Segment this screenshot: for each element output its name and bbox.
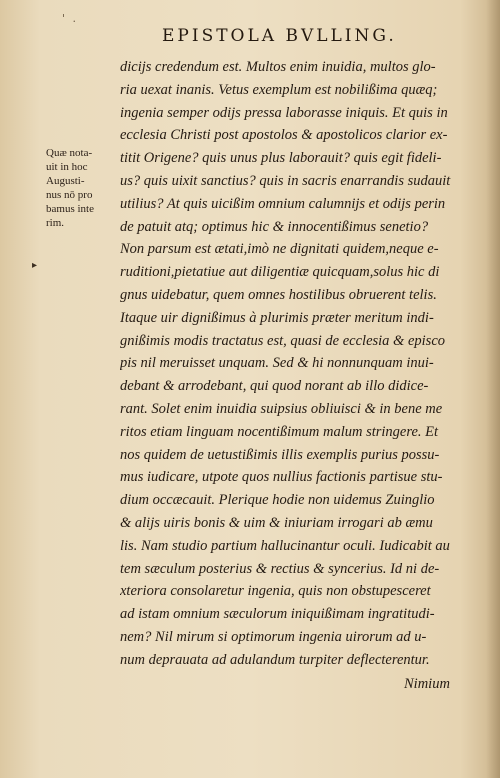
text-line: nos quidem de uetustißimis illis exemplis purius possu- <box>120 446 440 463</box>
text-line: dium occæcauit. Plerique hodie non uidemus Zuinglio <box>120 492 435 509</box>
text-line: utilius? At quis uicißim omnium calumnijs et odijs perin <box>120 195 446 212</box>
marginal-note-line: uit in hoc <box>46 161 88 173</box>
text-line: pis nil meruisset unquam. Sed & hi nonnunquam inui- <box>120 355 434 372</box>
margin-mark-icon: ▸ <box>32 260 38 271</box>
text-line: dicijs credendum est. Multos enim inuidia, multos glo- <box>120 59 436 75</box>
text-line: ecclesia Christi post apostolos & apostolicos clarior ex- <box>120 127 448 144</box>
text-line: Non parsum est ætati,imò ne dignitati quidem,neque e- <box>120 241 439 258</box>
marginal-note-line: nus nō pro <box>46 189 93 201</box>
text-line: Itaque uir dignißimus à plurimis præter meritum indi- <box>120 309 434 326</box>
marginal-note-line: Augusti- <box>46 175 85 187</box>
text-line: rant. Solet enim inuidia suipsius obliuisci & in bene me <box>120 400 443 417</box>
text-line: ingenia semper odijs pressa laborasse iniquis. Et quis in <box>120 104 448 121</box>
marginal-note-line: bamus inte <box>46 203 94 215</box>
marginal-note-line: rim. <box>46 217 65 229</box>
marginal-note-line: Quæ nota- <box>46 147 93 159</box>
marginal-note <box>46 146 114 230</box>
text-line: ritos etiam linguam nocentißimum malum stringere. Et <box>120 423 439 440</box>
body-text <box>120 56 472 672</box>
text-line: debant & arrodebant, qui quod norant ab illo didice- <box>120 378 429 395</box>
page-edge-shadow <box>486 0 500 778</box>
text-line: us? quis uixit sanctius? quis in sacris enarrandis sudauit <box>120 172 451 189</box>
text-line: mus iudicare, utpote quos nullius factionis partisue stu- <box>120 469 443 486</box>
text-line: lis. Nam studio partium hallucinantur oculi. Iudicabit au <box>120 537 450 554</box>
text-line: & alijs uiris bonis & uim & iniuriam irrogari ab æmu <box>120 514 433 531</box>
text-line: ria uexat inanis. Vetus exemplum est nobilißima quæq; <box>120 81 438 98</box>
text-line: nem? Nil mirum si optimorum ingenia uirorum ad u- <box>120 628 427 645</box>
text-line: num deprauata ad adulandum turpiter deflecterentur. <box>120 651 430 668</box>
text-line: tem sæculum posterius & rectius & syncerius. Id ni de- <box>120 560 440 577</box>
text-line: ad istam omnium sæculorum iniquißimam ingratitudi- <box>120 606 435 623</box>
text-line: xteriora consolaretur ingenia, quis non obstupesceret <box>120 583 431 600</box>
text-line: de patuit atq; optimus hic & innocentißimus senetio? <box>120 218 429 235</box>
text-line: gnißimis modis tractatus est, quasi de ecclesia & episco <box>120 332 446 349</box>
page-mark: ' . <box>62 12 79 25</box>
text-line: titit Origene? quis unus plus laborauit? quis egit fideli- <box>120 150 442 167</box>
catchword: Nimium <box>404 676 450 692</box>
text-line: gnus uidebatur, quem omnes hostilibus obruerent telis. <box>120 286 437 303</box>
text-line: ruditioni,pietatiue aut diligentiæ quicquam,solus hic di <box>120 264 440 281</box>
running-head: EPISTOLA BVLLING. <box>162 26 397 46</box>
